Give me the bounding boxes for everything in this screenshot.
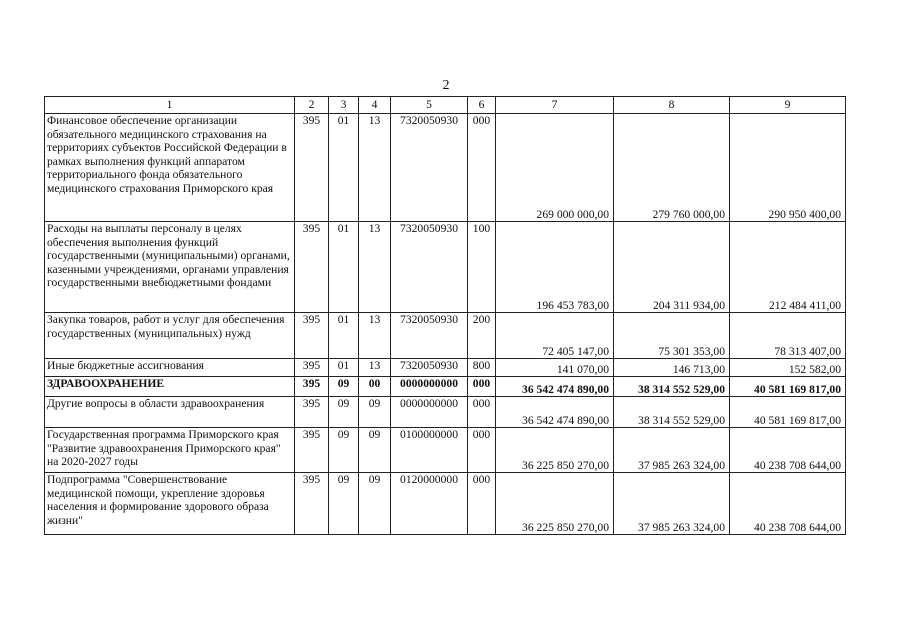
table-row (45, 473, 846, 535)
row-amount-col8: 204 311 934,00 (614, 222, 730, 313)
row-amount-col7: 36 225 850 270,00 (496, 473, 614, 535)
row-admin-code: 395 (295, 397, 329, 428)
budget-table (44, 96, 846, 535)
row-amount-col8: 279 760 000,00 (614, 114, 730, 222)
row-amount-col9: 40 238 708 644,00 (730, 473, 846, 535)
row-amount-col8: 38 314 552 529,00 (614, 397, 730, 428)
row-expense-type: 000 (468, 473, 496, 535)
row-target-article: 7320050930 (391, 222, 468, 313)
row-expense-type: 000 (468, 428, 496, 473)
row-admin-code: 395 (295, 428, 329, 473)
row-name: Иные бюджетные ассигнования (45, 359, 295, 377)
row-section: 09 (329, 377, 359, 397)
row-amount-col9: 40 581 169 817,00 (730, 377, 846, 397)
row-name: Закупка товаров, работ и услуг для обеспечения государственных (муниципальных) нужд (45, 313, 295, 359)
row-amount-col8: 75 301 353,00 (614, 313, 730, 359)
row-subsection: 09 (359, 473, 391, 535)
row-amount-col9: 290 950 400,00 (730, 114, 846, 222)
row-amount-col8: 37 985 263 324,00 (614, 473, 730, 535)
row-amount-col8: 37 985 263 324,00 (614, 428, 730, 473)
row-section: 01 (329, 114, 359, 222)
row-subsection: 09 (359, 397, 391, 428)
header-cell-5: 5 (391, 97, 468, 114)
table-row (45, 313, 846, 359)
row-amount-col9: 78 313 407,00 (730, 313, 846, 359)
row-expense-type: 000 (468, 397, 496, 428)
row-amount-col9: 212 484 411,00 (730, 222, 846, 313)
row-target-article: 0000000000 (391, 397, 468, 428)
row-subsection: 00 (359, 377, 391, 397)
table-row (45, 222, 846, 313)
row-admin-code: 395 (295, 377, 329, 397)
row-name: Расходы на выплаты персоналу в целях обеспечения выполнения функций государственными (муниципальными) органами, казенными учреждениями, органами управления государственными внебюджетными фондами (45, 222, 295, 313)
row-name: Другие вопросы в области здравоохранения (45, 397, 295, 428)
header-cell-1: 1 (45, 97, 295, 114)
row-amount-col7: 72 405 147,00 (496, 313, 614, 359)
row-amount-col7: 36 225 850 270,00 (496, 428, 614, 473)
table-row (45, 397, 846, 428)
row-target-article: 0120000000 (391, 473, 468, 535)
row-subsection: 13 (359, 313, 391, 359)
table-row (45, 359, 846, 377)
row-target-article: 0100000000 (391, 428, 468, 473)
row-subsection: 09 (359, 428, 391, 473)
header-cell-9: 9 (730, 97, 846, 114)
page-number: 2 (442, 78, 450, 93)
header-row (45, 97, 846, 114)
row-subsection: 13 (359, 222, 391, 313)
row-admin-code: 395 (295, 114, 329, 222)
row-admin-code: 395 (295, 222, 329, 313)
row-amount-col7: 196 453 783,00 (496, 222, 614, 313)
row-subsection: 13 (359, 114, 391, 222)
header-cell-2: 2 (295, 97, 329, 114)
row-amount-col7: 141 070,00 (496, 359, 614, 377)
header-cell-4: 4 (359, 97, 391, 114)
table-row (45, 428, 846, 473)
row-section: 09 (329, 473, 359, 535)
row-amount-col8: 146 713,00 (614, 359, 730, 377)
row-amount-col7: 36 542 474 890,00 (496, 397, 614, 428)
row-target-article: 7320050930 (391, 313, 468, 359)
row-expense-type: 200 (468, 313, 496, 359)
row-amount-col9: 40 238 708 644,00 (730, 428, 846, 473)
row-admin-code: 395 (295, 473, 329, 535)
row-amount-col8: 38 314 552 529,00 (614, 377, 730, 397)
row-target-article: 7320050930 (391, 114, 468, 222)
row-expense-type: 100 (468, 222, 496, 313)
row-name: ЗДРАВООХРАНЕНИЕ (45, 377, 295, 397)
table-row (45, 114, 846, 222)
row-section: 01 (329, 222, 359, 313)
row-target-article: 0000000000 (391, 377, 468, 397)
header-cell-3: 3 (329, 97, 359, 114)
row-amount-col7: 36 542 474 890,00 (496, 377, 614, 397)
table-row (45, 377, 846, 397)
row-expense-type: 800 (468, 359, 496, 377)
row-target-article: 7320050930 (391, 359, 468, 377)
row-section: 09 (329, 397, 359, 428)
header-cell-8: 8 (614, 97, 730, 114)
row-section: 09 (329, 428, 359, 473)
header-cell-6: 6 (468, 97, 496, 114)
row-admin-code: 395 (295, 359, 329, 377)
row-admin-code: 395 (295, 313, 329, 359)
row-name: Финансовое обеспечение организации обязательного медицинского страхования на территориях субъектов Российской Федерации в рамках выполнения функций аппаратом территориального фонда обязательного медицинского страхования Приморского края (45, 114, 295, 222)
row-amount-col9: 152 582,00 (730, 359, 846, 377)
row-section: 01 (329, 313, 359, 359)
row-name: Государственная программа Приморского края "Развитие здравоохранения Приморского края" на 2020-2027 годы (45, 428, 295, 473)
row-expense-type: 000 (468, 114, 496, 222)
row-expense-type: 000 (468, 377, 496, 397)
row-amount-col7: 269 000 000,00 (496, 114, 614, 222)
row-amount-col9: 40 581 169 817,00 (730, 397, 846, 428)
row-section: 01 (329, 359, 359, 377)
header-cell-7: 7 (496, 97, 614, 114)
row-subsection: 13 (359, 359, 391, 377)
row-name: Подпрограмма "Совершенствование медицинской помощи, укрепление здоровья населения и формирование здорового образа жизни" (45, 473, 295, 535)
